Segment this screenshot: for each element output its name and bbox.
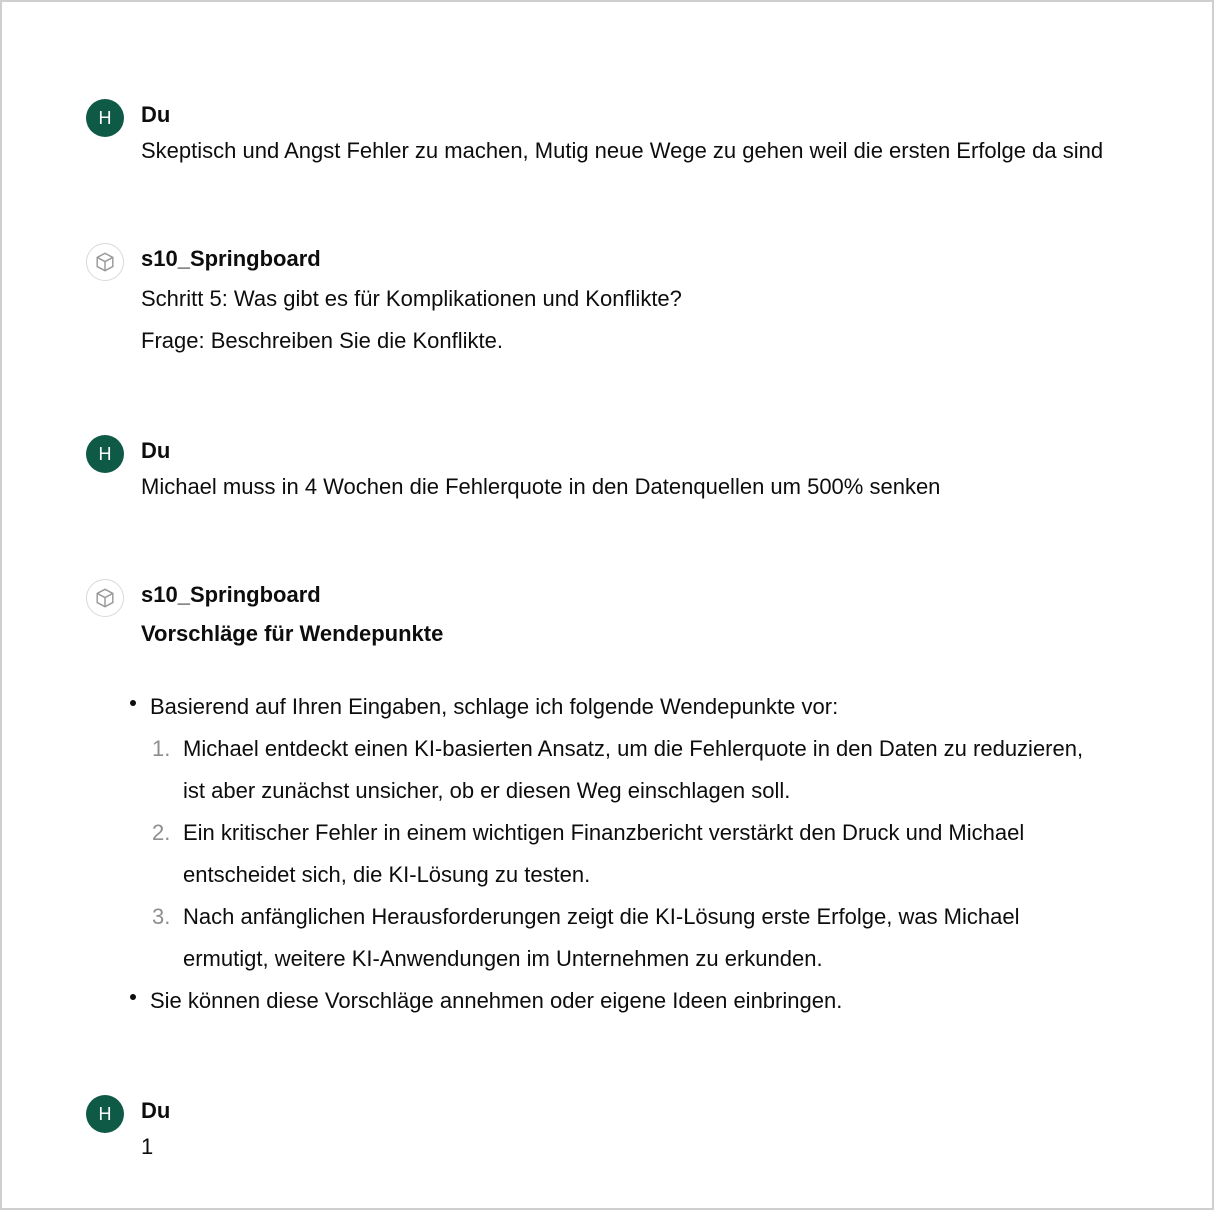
user-avatar: H bbox=[86, 99, 124, 137]
assistant-avatar bbox=[86, 579, 124, 617]
user-message bbox=[86, 1095, 1182, 1165]
message-author: s10_Springboard bbox=[141, 582, 321, 607]
step-number: 3. bbox=[152, 904, 171, 929]
user-avatar: H bbox=[86, 1095, 124, 1133]
message-line: Frage: Beschreiben Sie die Konflikte. bbox=[141, 328, 503, 353]
list-item-text: Sie können diese Vorschläge annehmen oder eigene Ideen einbringen. bbox=[150, 988, 843, 1013]
steps-list bbox=[152, 728, 1182, 980]
list-item bbox=[126, 980, 1182, 1022]
step-number: 2. bbox=[152, 820, 171, 845]
suggestion-list bbox=[126, 686, 1182, 1022]
step-line: ist aber zunächst unsicher, ob er diesen Weg einschlagen soll. bbox=[183, 778, 791, 803]
step-line: ermutigt, weitere KI-Anwendungen im Unternehmen zu erkunden. bbox=[183, 946, 823, 971]
message-body bbox=[141, 285, 1182, 369]
assistant-message bbox=[86, 243, 1182, 363]
user-avatar: H bbox=[86, 435, 124, 473]
cube-icon bbox=[94, 251, 116, 273]
step-line: Michael entdeckt einen KI-basierten Ansatz, um die Fehlerquote in den Daten zu reduzieren, bbox=[183, 736, 1084, 761]
step-line: Nach anfänglichen Herausforderungen zeigt die KI-Lösung erste Erfolge, was Michael bbox=[183, 904, 1020, 929]
message-author: Du bbox=[141, 1098, 171, 1123]
message-text: Skeptisch und Angst Fehler zu machen, Mutig neue Wege zu gehen weil die ersten Erfolge da sind bbox=[141, 138, 1104, 163]
user-message bbox=[86, 435, 1182, 505]
message-text: Michael muss in 4 Wochen die Fehlerquote in den Datenquellen um 500% senken bbox=[141, 474, 941, 499]
message-author: s10_Springboard bbox=[141, 246, 321, 271]
step-line: Ein kritischer Fehler in einem wichtigen Finanzbericht verstärkt den Druck und Michael bbox=[183, 820, 1025, 845]
list-item bbox=[126, 686, 1182, 980]
message-author: Du bbox=[141, 102, 171, 127]
step-item bbox=[152, 728, 1182, 812]
step-line: entscheidet sich, die KI-Lösung zu testen. bbox=[183, 862, 591, 887]
assistant-avatar bbox=[86, 243, 124, 281]
cube-icon bbox=[94, 587, 116, 609]
message-heading: Vorschläge für Wendepunkte bbox=[141, 621, 444, 646]
assistant-message bbox=[86, 579, 1182, 1029]
message-text: 1 bbox=[141, 1134, 154, 1159]
list-item-text: Basierend auf Ihren Eingaben, schlage ich folgende Wendepunkte vor: bbox=[150, 694, 839, 719]
step-item bbox=[152, 896, 1182, 980]
user-message bbox=[86, 99, 1182, 169]
step-item bbox=[152, 812, 1182, 896]
message-author: Du bbox=[141, 438, 171, 463]
step-number: 1. bbox=[152, 736, 171, 761]
message-line: Schritt 5: Was gibt es für Komplikationen und Konflikte? bbox=[141, 286, 682, 311]
